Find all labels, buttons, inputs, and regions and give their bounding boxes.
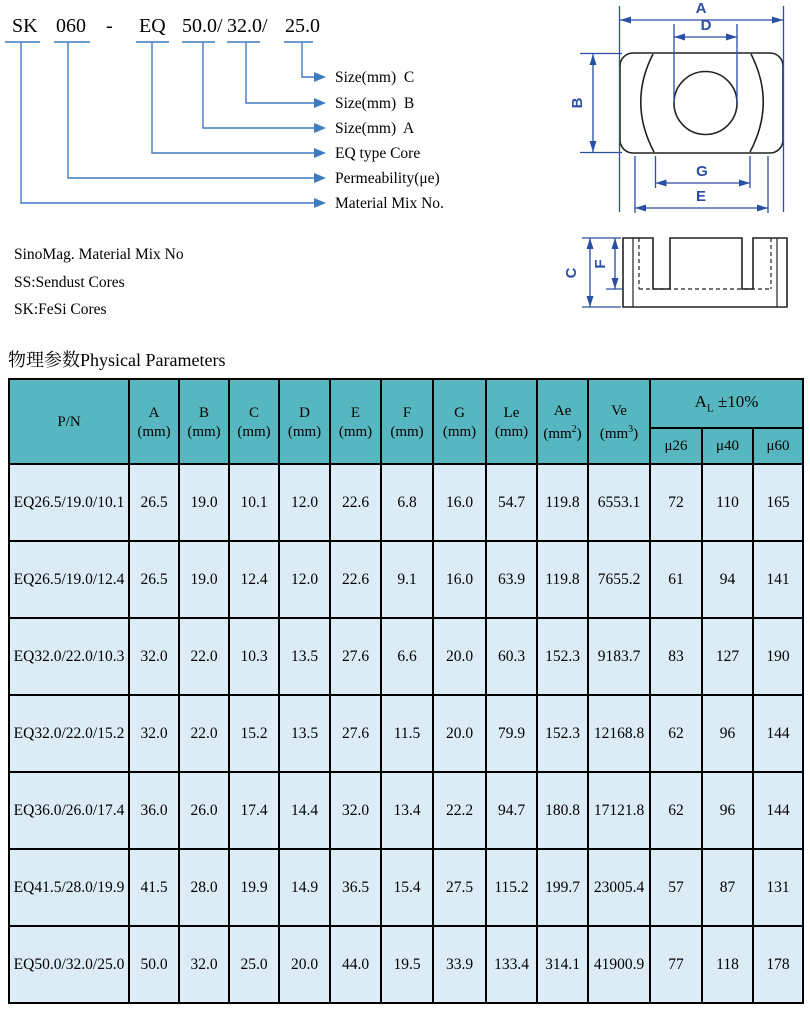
col-header-mu40: μ40 [702, 428, 753, 464]
dim-label-f: F [592, 259, 609, 269]
value-cell: 79.9 [486, 695, 537, 772]
col-header-ae: Ae $(mm^2)$ [537, 379, 588, 464]
value-cell: 50.0 [129, 926, 179, 1003]
value-cell: 36.0 [129, 772, 179, 849]
callout-leader-lines [21, 42, 326, 208]
value-cell: 12.4 [229, 541, 279, 618]
callout-core-type: EQ type Core [335, 145, 421, 162]
code-segment-dash: - [106, 15, 113, 37]
value-cell: 60.3 [486, 618, 537, 695]
callout-permeability: Permeability(μe) [335, 170, 440, 187]
table-row [9, 464, 803, 541]
value-cell: 19.0 [179, 541, 229, 618]
value-cell: 32.0 [179, 926, 229, 1003]
pn-cell: EQ50.0/32.0/25.0 [9, 926, 129, 1003]
value-cell: 110 [702, 464, 753, 541]
value-cell: 22.0 [179, 618, 229, 695]
value-cell: 54.7 [486, 464, 537, 541]
value-cell: 6.8 [381, 464, 433, 541]
value-cell: 15.2 [229, 695, 279, 772]
value-cell: 41.5 [129, 849, 179, 926]
value-cell: 118 [702, 926, 753, 1003]
table-row [9, 695, 803, 772]
value-cell: 26.0 [179, 772, 229, 849]
value-cell: 23005.4 [588, 849, 650, 926]
value-cell: 27.5 [433, 849, 486, 926]
value-cell: 314.1 [537, 926, 588, 1003]
dim-label-e: E [695, 188, 707, 205]
value-cell: 32.0 [129, 695, 179, 772]
callout-material-mix: Material Mix No. [335, 195, 444, 212]
value-cell: 13.4 [381, 772, 433, 849]
value-cell: 22.0 [179, 695, 229, 772]
value-cell: 178 [753, 926, 803, 1003]
value-cell: 94.7 [486, 772, 537, 849]
value-cell: 16.0 [433, 464, 486, 541]
col-header-mu60: μ60 [753, 428, 803, 464]
note-line: SK:FeSi Cores [14, 301, 107, 318]
dim-label-b: B [569, 97, 586, 109]
value-cell: 62 [650, 772, 702, 849]
pn-cell: EQ26.5/19.0/10.1 [9, 464, 129, 541]
table-row [9, 618, 803, 695]
pn-cell: EQ41.5/28.0/19.9 [9, 849, 129, 926]
callout-size-b: Size(mm) B [335, 95, 415, 112]
physical-parameters-table [8, 378, 804, 1004]
value-cell: 96 [702, 695, 753, 772]
value-cell: 10.3 [229, 618, 279, 695]
core-side-view [563, 238, 787, 307]
col-header-le: Le (mm) [486, 379, 537, 464]
code-segment-coretype: EQ [139, 15, 166, 37]
value-cell: 96 [702, 772, 753, 849]
value-cell: 17121.8 [588, 772, 650, 849]
value-cell: 20.0 [433, 618, 486, 695]
code-segment-material: SK [12, 15, 38, 37]
value-cell: 165 [753, 464, 803, 541]
value-cell: 15.4 [381, 849, 433, 926]
value-cell: 94 [702, 541, 753, 618]
value-cell: 152.3 [537, 695, 588, 772]
value-cell: 20.0 [279, 926, 330, 1003]
value-cell: 180.8 [537, 772, 588, 849]
value-cell: 133.4 [486, 926, 537, 1003]
dim-label-a: A [695, 0, 707, 17]
core-top-view [569, 0, 784, 213]
value-cell: 19.9 [229, 849, 279, 926]
value-cell: 19.5 [381, 926, 433, 1003]
value-cell: 22.6 [330, 464, 381, 541]
value-cell: 22.6 [330, 541, 381, 618]
value-cell: 77 [650, 926, 702, 1003]
table-row [9, 541, 803, 618]
value-cell: 6.6 [381, 618, 433, 695]
value-cell: 33.9 [433, 926, 486, 1003]
dim-label-d: D [700, 17, 712, 34]
value-cell: 7655.2 [588, 541, 650, 618]
col-header-a: A (mm) [129, 379, 179, 464]
value-cell: 62 [650, 695, 702, 772]
table-row [9, 849, 803, 926]
value-cell: 32.0 [330, 772, 381, 849]
value-cell: 22.2 [433, 772, 486, 849]
value-cell: 119.8 [537, 464, 588, 541]
value-cell: 27.6 [330, 695, 381, 772]
value-cell: 44.0 [330, 926, 381, 1003]
callout-size-a: Size(mm) A [335, 120, 415, 137]
code-segment-size-b: 32.0/ [227, 15, 268, 37]
table-row [9, 772, 803, 849]
value-cell: 12.0 [279, 464, 330, 541]
section-title: 物理参数Physical Parameters [8, 350, 226, 370]
value-cell: 131 [753, 849, 803, 926]
code-segment-permeability: 060 [56, 15, 86, 37]
value-cell: 25.0 [229, 926, 279, 1003]
value-cell: 57 [650, 849, 702, 926]
value-cell: 6553.1 [588, 464, 650, 541]
col-header-f: F (mm) [381, 379, 433, 464]
note-line: SinoMag. Material Mix No [14, 246, 184, 263]
pn-cell: EQ32.0/22.0/15.2 [9, 695, 129, 772]
table-row [9, 926, 803, 1003]
col-header-ve: Ve $(mm^3)$ [588, 379, 650, 464]
value-cell: 14.4 [279, 772, 330, 849]
value-cell: 13.5 [279, 695, 330, 772]
col-header-b: B (mm) [179, 379, 229, 464]
pn-cell: EQ26.5/19.0/12.4 [9, 541, 129, 618]
code-segment-size-c: 25.0 [285, 15, 320, 37]
value-cell: 152.3 [537, 618, 588, 695]
value-cell: 32.0 [129, 618, 179, 695]
value-cell: 12.0 [279, 541, 330, 618]
part-number-breakdown-diagram [0, 0, 470, 220]
callout-size-c: Size(mm) C [335, 69, 415, 86]
value-cell: 63.9 [486, 541, 537, 618]
col-header-pn: P/N [9, 379, 129, 464]
value-cell: 9.1 [381, 541, 433, 618]
value-cell: 36.5 [330, 849, 381, 926]
material-notes [14, 241, 184, 324]
col-header-al-tolerance: $A_L \pm 10\%$ [650, 379, 803, 428]
value-cell: 115.2 [486, 849, 537, 926]
code-segment-size-a: 50.0/ [182, 15, 223, 37]
core-dimension-drawing [560, 0, 810, 330]
col-header-mu26: μ26 [650, 428, 702, 464]
value-cell: 26.5 [129, 541, 179, 618]
col-header-g: G (mm) [433, 379, 486, 464]
value-cell: 9183.7 [588, 618, 650, 695]
value-cell: 16.0 [433, 541, 486, 618]
value-cell: 72 [650, 464, 702, 541]
value-cell: 119.8 [537, 541, 588, 618]
pn-cell: EQ36.0/26.0/17.4 [9, 772, 129, 849]
value-cell: 141 [753, 541, 803, 618]
value-cell: 12168.8 [588, 695, 650, 772]
value-cell: 41900.9 [588, 926, 650, 1003]
value-cell: 13.5 [279, 618, 330, 695]
col-header-d: D (mm) [279, 379, 330, 464]
value-cell: 61 [650, 541, 702, 618]
value-cell: 199.7 [537, 849, 588, 926]
pn-cell: EQ32.0/22.0/10.3 [9, 618, 129, 695]
dim-label-g: G [696, 163, 708, 180]
dim-label-c: C [563, 267, 580, 279]
value-cell: 127 [702, 618, 753, 695]
col-header-c: C (mm) [229, 379, 279, 464]
value-cell: 19.0 [179, 464, 229, 541]
value-cell: 20.0 [433, 695, 486, 772]
value-cell: 28.0 [179, 849, 229, 926]
value-cell: 83 [650, 618, 702, 695]
value-cell: 144 [753, 772, 803, 849]
value-cell: 17.4 [229, 772, 279, 849]
value-cell: 190 [753, 618, 803, 695]
col-header-e: E (mm) [330, 379, 381, 464]
value-cell: 14.9 [279, 849, 330, 926]
value-cell: 26.5 [129, 464, 179, 541]
value-cell: 10.1 [229, 464, 279, 541]
note-line: SS:Sendust Cores [14, 273, 125, 291]
value-cell: 11.5 [381, 695, 433, 772]
value-cell: 87 [702, 849, 753, 926]
value-cell: 27.6 [330, 618, 381, 695]
value-cell: 144 [753, 695, 803, 772]
